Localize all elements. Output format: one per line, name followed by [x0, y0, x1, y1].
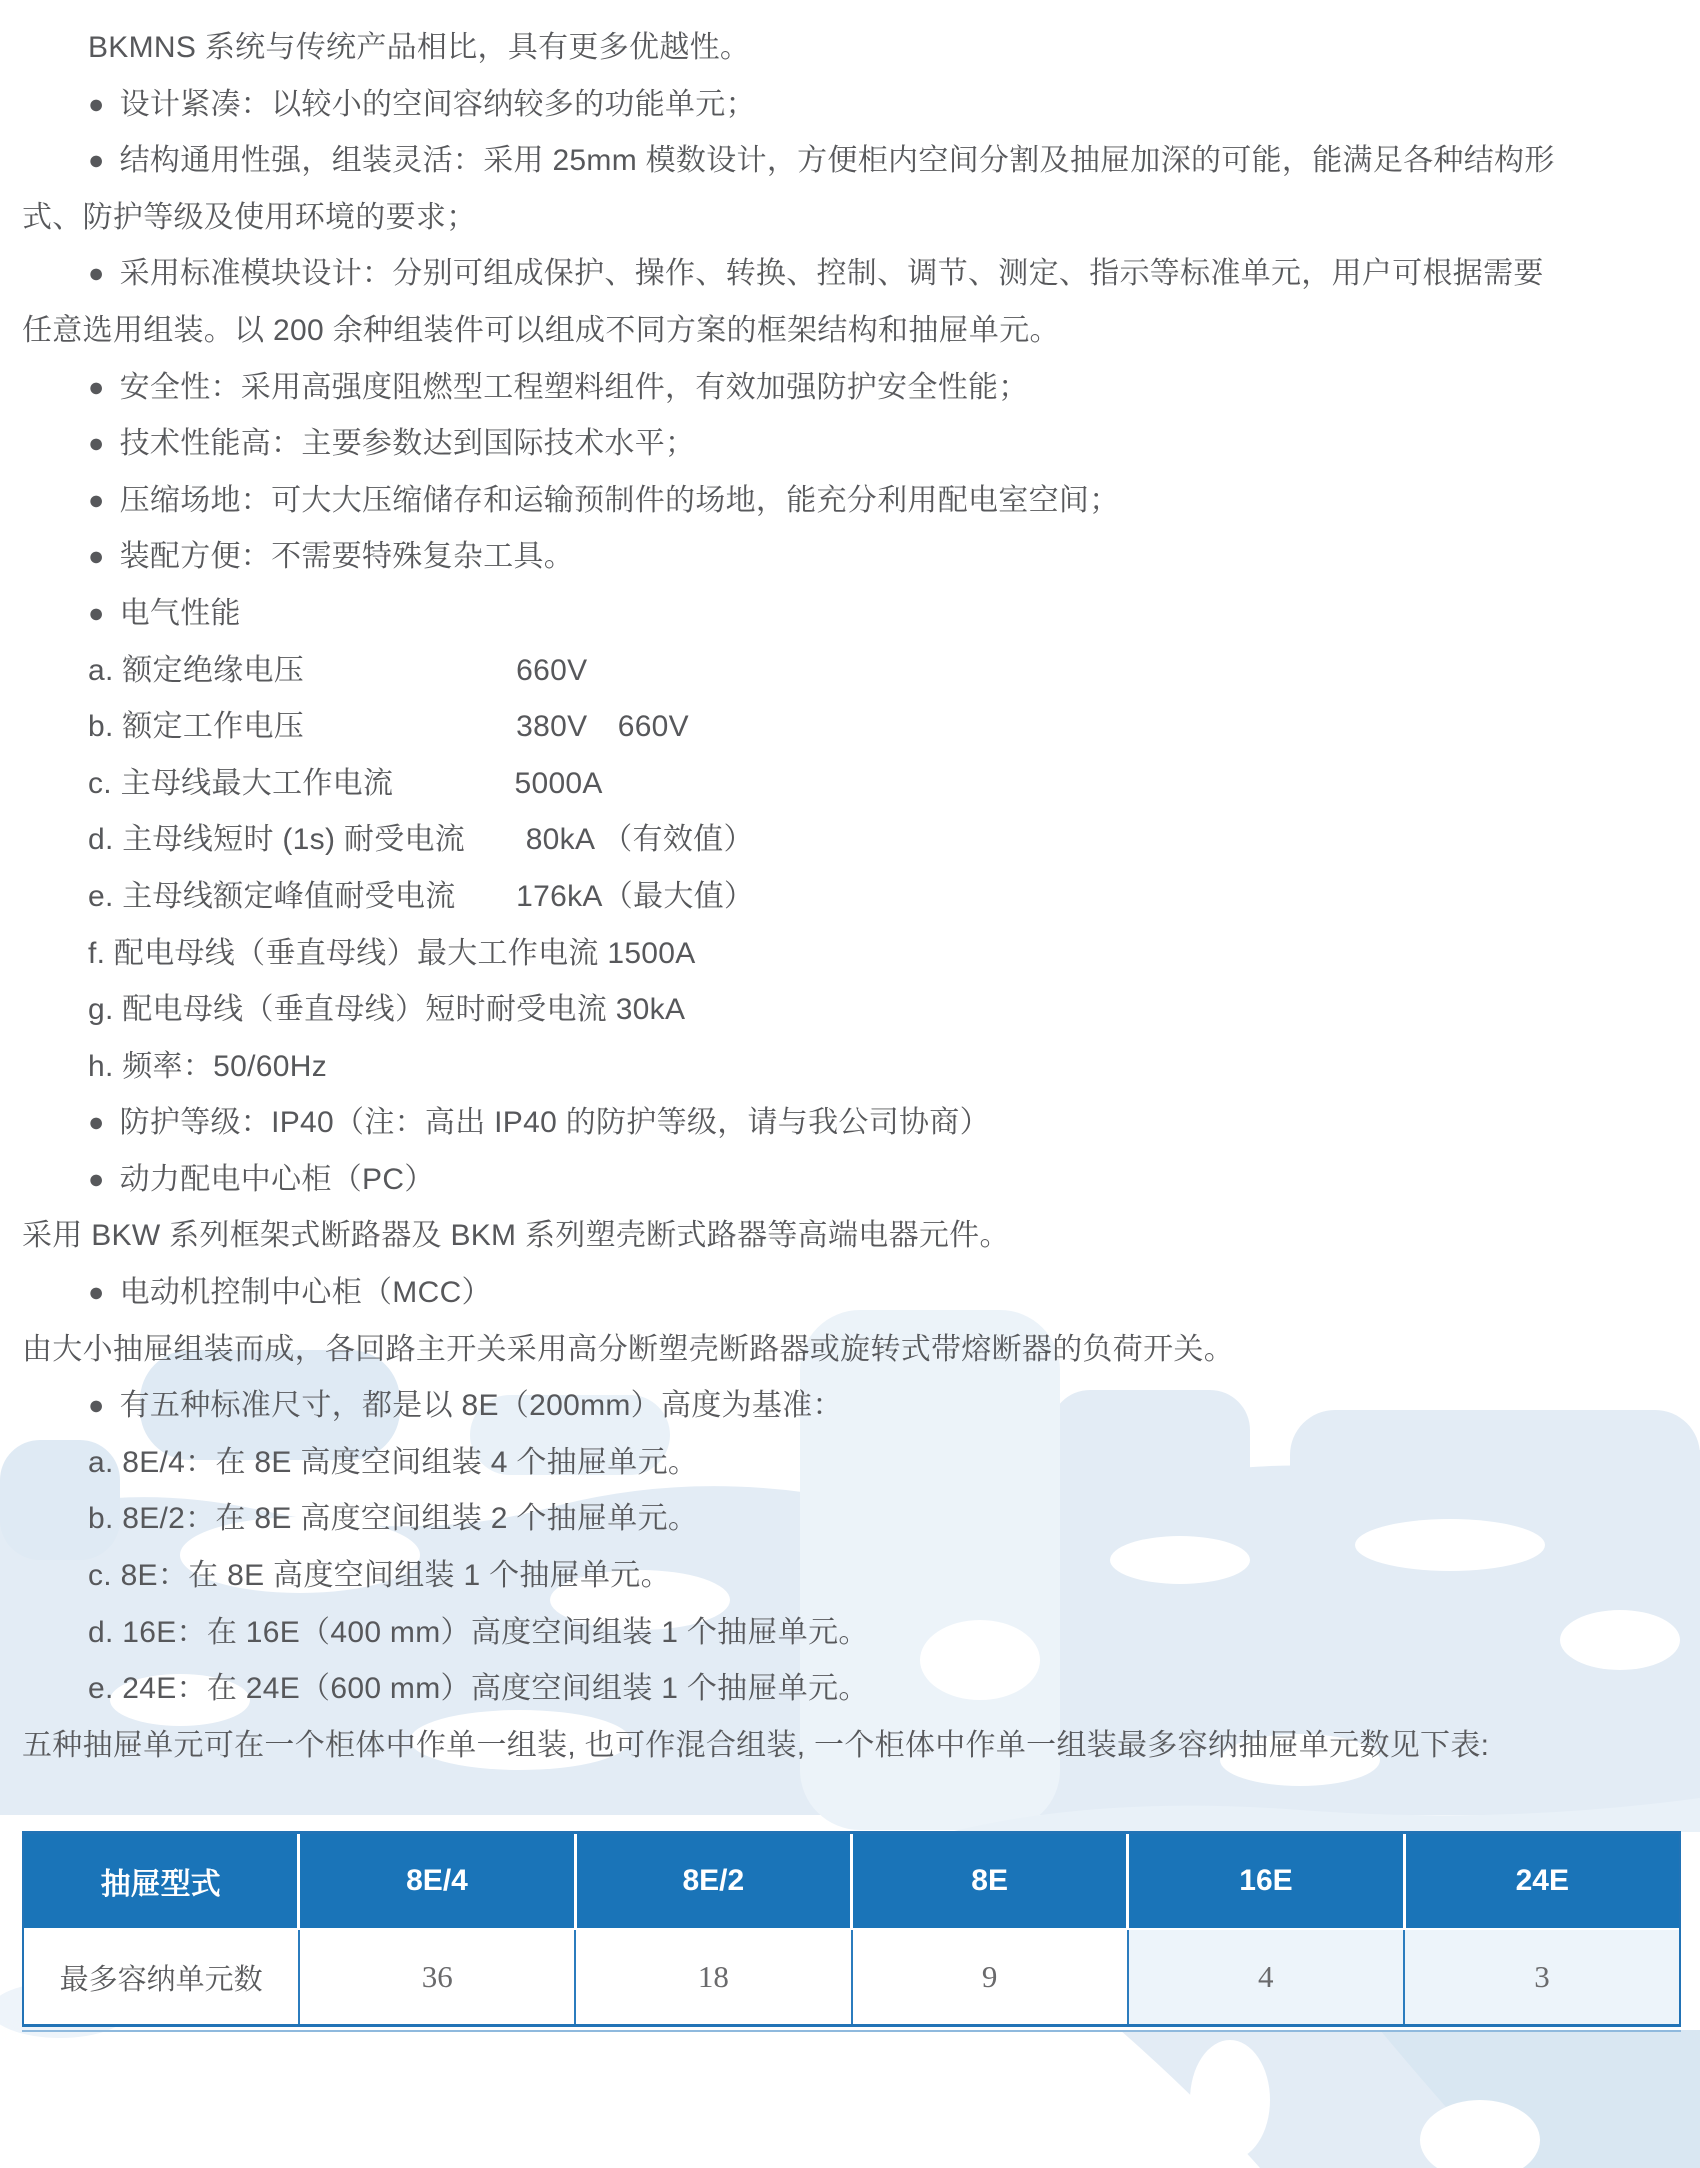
- header-cell-24e: 24E: [1403, 1834, 1679, 1928]
- header-cell-8e4: 8E/4: [297, 1834, 573, 1928]
- paragraph-text: 压缩场地：可大大压缩储存和运输预制件的场地，能充分利用配电室空间；: [119, 483, 1120, 517]
- header-cell-8e: 8E: [850, 1834, 1126, 1928]
- spec-line: [22, 982, 1688, 1039]
- bullet-icon: ●: [88, 1390, 105, 1421]
- paragraph-text: c. 8E：在 8E 高度空间组装 1 个抽屉单元。: [88, 1559, 671, 1593]
- bullet-icon: ●: [88, 597, 105, 628]
- bullet-line: [22, 1152, 1688, 1209]
- paragraph-text: a. 8E/4：在 8E 高度空间组装 4 个抽屉单元。: [88, 1445, 699, 1479]
- spec-line: [22, 926, 1688, 983]
- spec-line: [22, 643, 1688, 700]
- paragraph-text: 设计紧凑：以较小的空间容纳较多的功能单元；: [119, 87, 756, 121]
- paragraph-text: 五种抽屉单元可在一个柜体中作单一组装, 也可作混合组装, 一个柜体中作单一组装最多容纳抽屉单元数见下表:: [22, 1728, 1490, 1762]
- header-cell-drawer-type: 抽屉型式: [24, 1834, 297, 1928]
- paragraph-text: h. 频率：50/60Hz: [88, 1049, 327, 1083]
- bullet-line: [22, 77, 1688, 134]
- bullet-line: [22, 586, 1688, 643]
- bullet-line: [22, 473, 1688, 530]
- paragraph-text: 采用 BKW 系列框架式断路器及 BKM 系列塑壳断式路器等高端电器元件。: [22, 1219, 1010, 1253]
- value-cell-16e: 4: [1127, 1930, 1403, 2024]
- paragraph-text: 安全性：采用高强度阻燃型工程塑料组件，有效加强防护安全性能；: [119, 370, 1029, 404]
- paragraph-text: e. 主母线额定峰值耐受电流 176kA（最大值）: [88, 879, 755, 913]
- bullet-icon: ●: [88, 371, 105, 402]
- row-label-cell: 最多容纳单元数: [24, 1930, 298, 2024]
- size-line: [22, 1435, 1688, 1492]
- paragraph-line: [22, 1208, 1688, 1265]
- bullet-line: [22, 133, 1688, 190]
- spec-line: [22, 812, 1688, 869]
- paragraph-line: [22, 190, 1688, 247]
- paragraph-text: c. 主母线最大工作电流 5000A: [88, 766, 603, 800]
- paragraph-text: 装配方便：不需要特殊复杂工具。: [119, 540, 575, 574]
- value-cell-8e2: 18: [574, 1930, 850, 2024]
- paragraph-text: f. 配电母线（垂直母线）最大工作电流 1500A: [88, 936, 696, 970]
- paragraph-text: 有五种标准尺寸，都是以 8E（200mm）高度为基准：: [119, 1389, 843, 1423]
- paragraph-text: 由大小抽屉组装而成，各回路主开关采用高分断塑壳断路器或旋转式带熔断器的负荷开关。: [22, 1332, 1234, 1366]
- table-header-row: [24, 1834, 1679, 1928]
- bullet-line: [22, 1265, 1688, 1322]
- bullet-line: [22, 246, 1688, 303]
- paragraph-text: BKMNS 系统与传统产品相比，具有更多优越性。: [88, 31, 751, 64]
- bullet-line: [22, 1378, 1688, 1435]
- value-cell-8e4: 36: [298, 1930, 574, 2024]
- paragraph-text: 采用标准模块设计：分别可组成保护、操作、转换、控制、调节、测定、指示等标准单元，用户可根据需要: [119, 257, 1544, 291]
- value-cell-8e: 9: [851, 1930, 1127, 2024]
- bullet-line: [22, 529, 1688, 586]
- table-data-row: [24, 1928, 1679, 2024]
- paragraph-text: d. 主母线短时 (1s) 耐受电流 80kA （有效值）: [88, 823, 754, 857]
- paragraph-line: [22, 20, 1688, 77]
- bullet-icon: ●: [88, 88, 105, 119]
- bullet-icon: ●: [88, 258, 105, 289]
- bullet-line: [22, 360, 1688, 417]
- bullet-icon: ●: [88, 145, 105, 176]
- spec-line: [22, 869, 1688, 926]
- paragraph-text: g. 配电母线（垂直母线）短时耐受电流 30kA: [88, 993, 686, 1027]
- bullet-icon: ●: [88, 1277, 105, 1308]
- spec-line: [22, 1039, 1688, 1096]
- paragraph-text: 电动机控制中心柜（MCC）: [119, 1276, 492, 1310]
- bullet-line: [22, 416, 1688, 473]
- drawer-spec-table: [22, 1831, 1681, 2027]
- size-line: [22, 1661, 1688, 1718]
- paragraph-text: a. 额定绝缘电压 660V: [88, 653, 588, 687]
- bullet-icon: ●: [88, 428, 105, 459]
- paragraph-text: d. 16E：在 16E（400 mm）高度空间组装 1 个抽屉单元。: [88, 1615, 869, 1649]
- bullet-icon: ●: [88, 1163, 105, 1194]
- paragraph-line: [22, 303, 1688, 360]
- paragraph-text: 任意选用组装。以 200 余种组装件可以组成不同方案的框架结构和抽屉单元。: [22, 313, 1060, 347]
- bullet-icon: ●: [88, 484, 105, 515]
- bullet-icon: ●: [88, 1107, 105, 1138]
- bullet-line: [22, 1095, 1688, 1152]
- text-block: [22, 20, 1688, 1774]
- paragraph-text: 防护等级：IP40（注：高出 IP40 的防护等级，请与我公司协商）: [119, 1106, 990, 1140]
- paragraph-text: 结构通用性强，组装灵活：采用 25mm 模数设计，方便柜内空间分割及抽屉加深的可能，能满足各种结构形: [119, 144, 1555, 178]
- paragraph-text: 式、防护等级及使用环境的要求；: [22, 200, 477, 234]
- paragraph-text: e. 24E：在 24E（600 mm）高度空间组装 1 个抽屉单元。: [88, 1672, 869, 1706]
- paragraph-text: b. 额定工作电压 380V 660V: [88, 710, 689, 744]
- spec-line: [22, 699, 1688, 756]
- bullet-icon: ●: [88, 541, 105, 572]
- paragraph-text: 动力配电中心柜（PC）: [119, 1162, 435, 1196]
- value-cell-24e: 3: [1403, 1930, 1679, 2024]
- paragraph-text: b. 8E/2：在 8E 高度空间组装 2 个抽屉单元。: [88, 1502, 699, 1536]
- paragraph-line: [22, 1322, 1688, 1379]
- paragraph-text: 技术性能高：主要参数达到国际技术水平；: [119, 427, 696, 461]
- header-cell-8e2: 8E/2: [574, 1834, 850, 1928]
- spec-line: [22, 756, 1688, 813]
- header-cell-16e: 16E: [1126, 1834, 1402, 1928]
- paragraph-text: 电气性能: [119, 596, 241, 630]
- size-line: [22, 1548, 1688, 1605]
- size-line: [22, 1491, 1688, 1548]
- size-line: [22, 1605, 1688, 1662]
- paragraph-line: [22, 1718, 1688, 1775]
